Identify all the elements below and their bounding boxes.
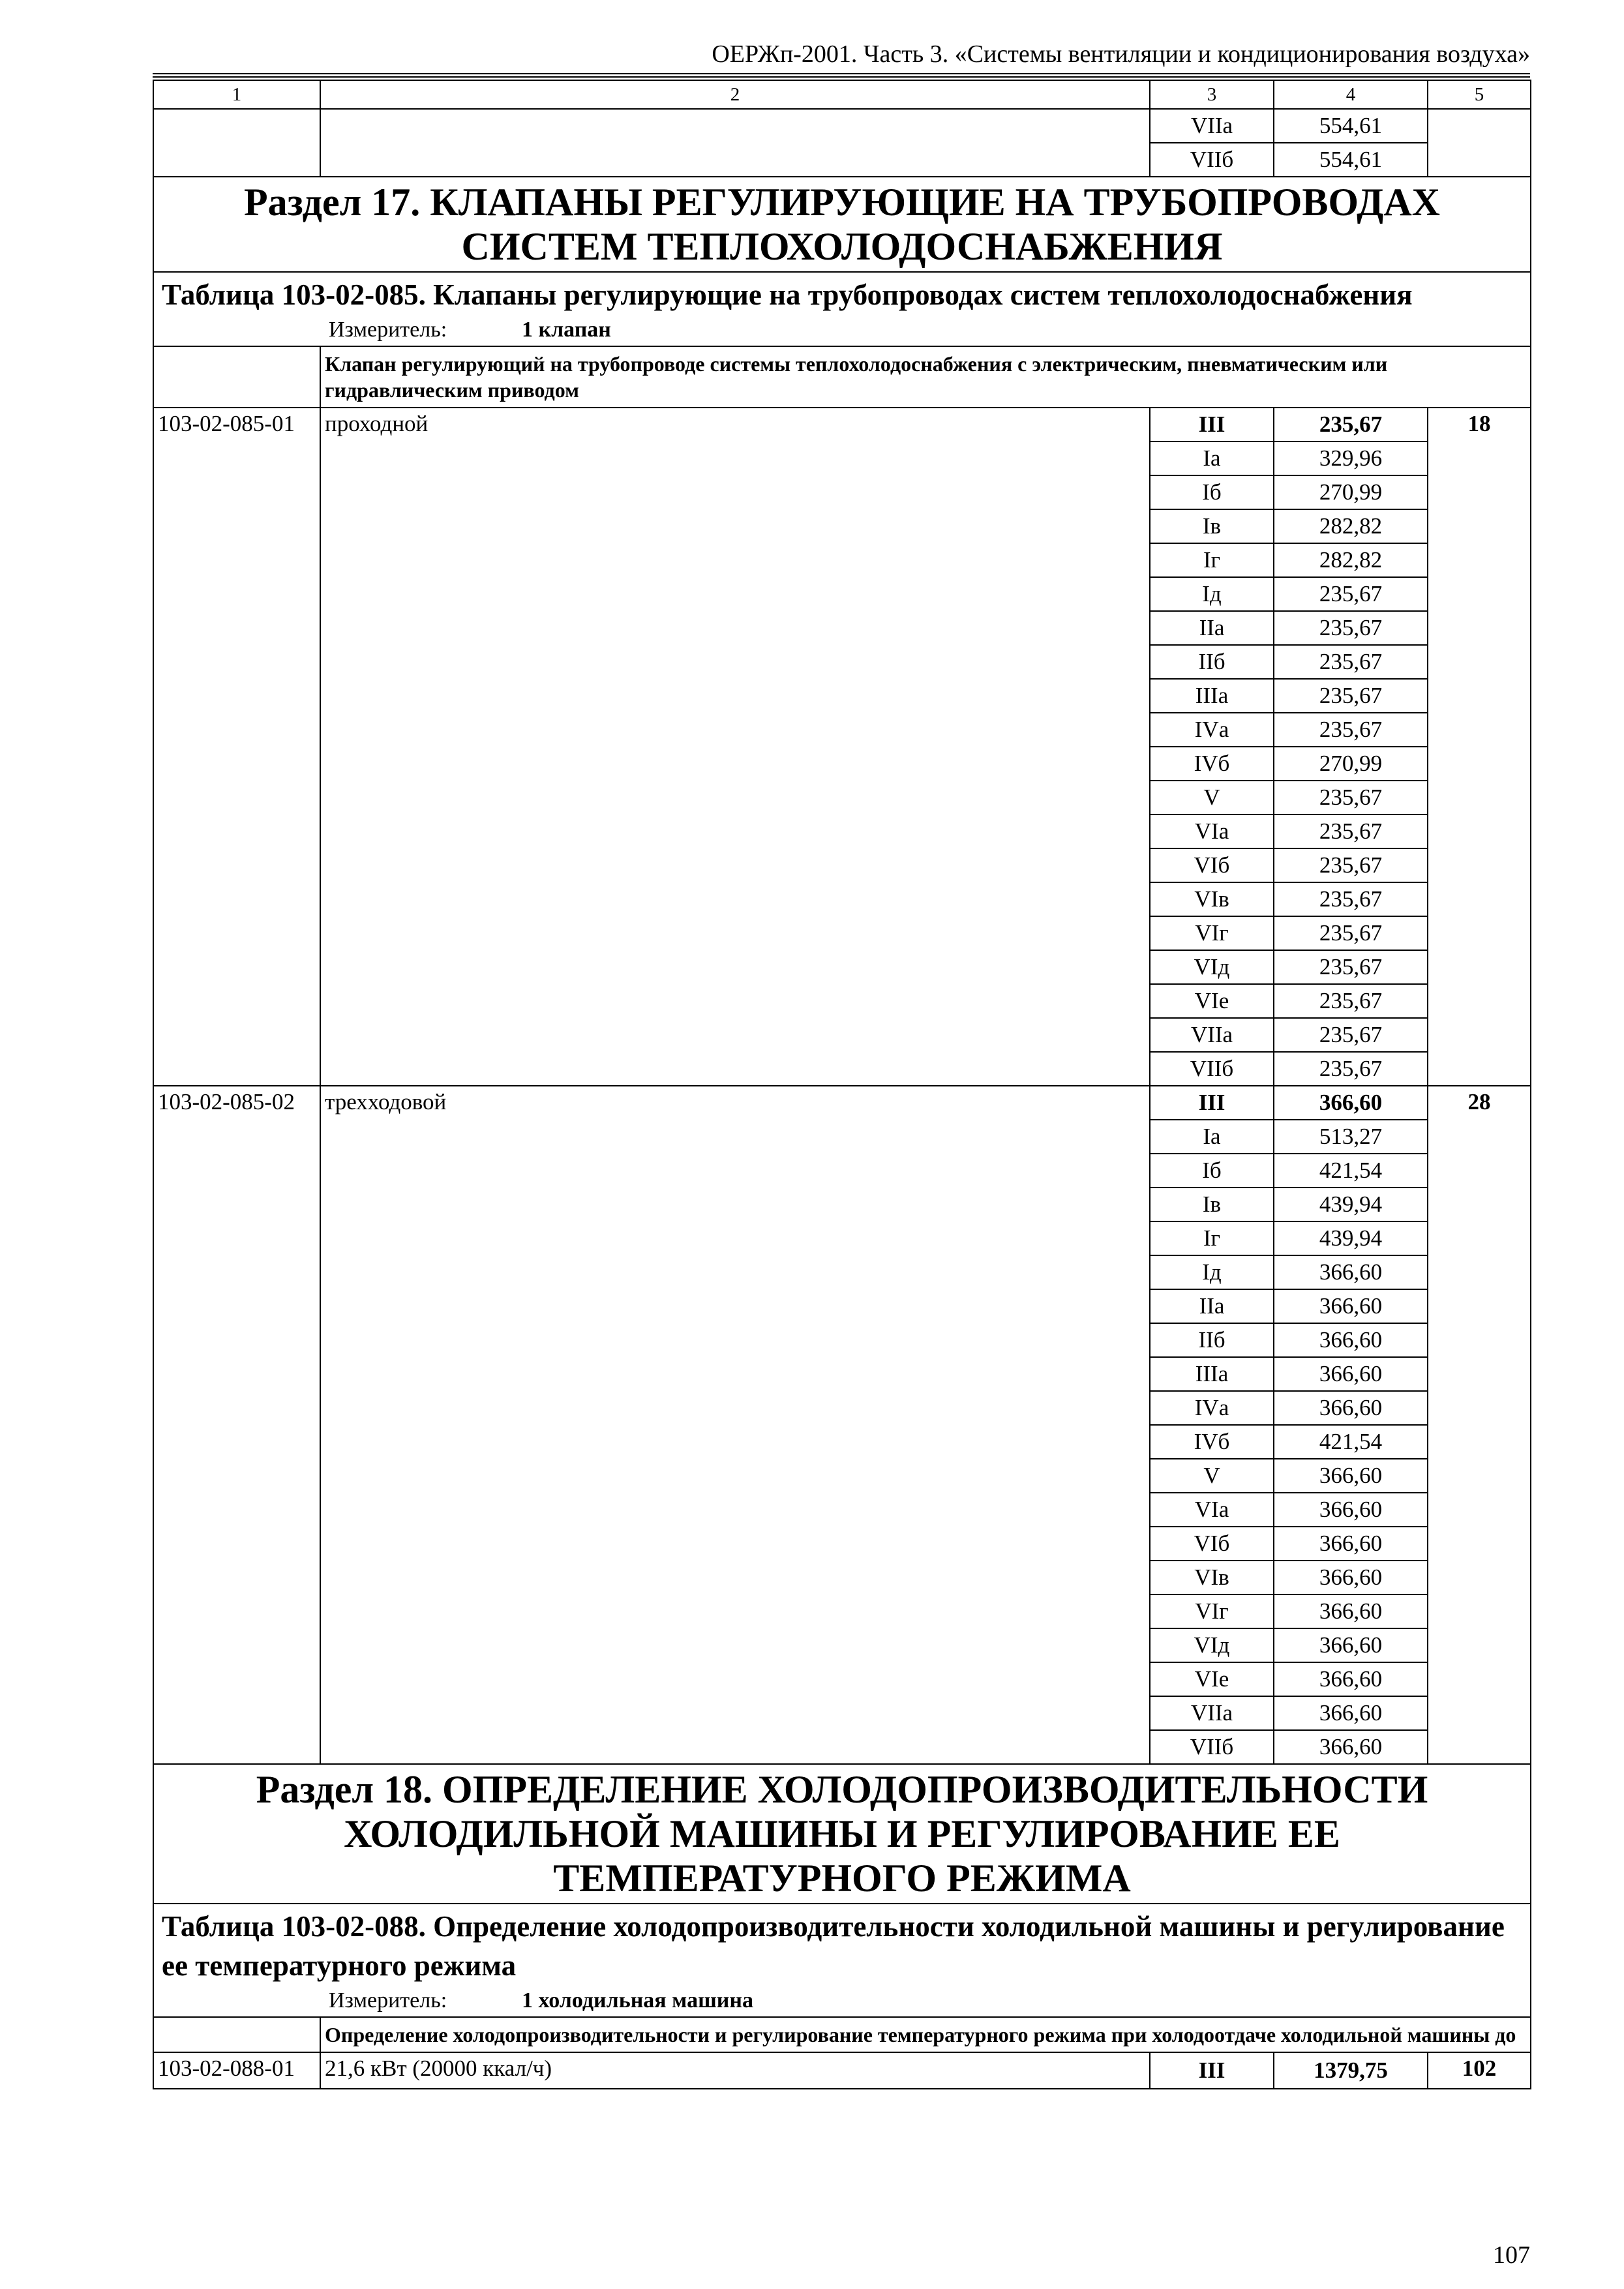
zone-cell: Iв bbox=[1150, 1188, 1274, 1221]
price-cell: 366,60 bbox=[1274, 1255, 1428, 1289]
item-code: 103-02-085-01 bbox=[153, 408, 320, 1086]
item-name: проходной bbox=[320, 408, 1150, 1086]
zone-cell: IIа bbox=[1150, 1289, 1274, 1323]
item-norm: 102 bbox=[1428, 2052, 1531, 2089]
item-row bbox=[153, 1086, 1531, 1120]
zone-cell: VIа bbox=[1150, 815, 1274, 848]
zone-cell: IVа bbox=[1150, 713, 1274, 747]
table-heading bbox=[153, 1904, 1531, 2017]
unit-line bbox=[162, 314, 1522, 346]
section-heading-row bbox=[153, 177, 1531, 272]
zone-cell: IVб bbox=[1150, 1425, 1274, 1459]
price-cell: 235,67 bbox=[1274, 1018, 1428, 1052]
price-cell: 235,67 bbox=[1274, 815, 1428, 848]
zone-cell: IIIа bbox=[1150, 679, 1274, 713]
zone-cell: Iд bbox=[1150, 577, 1274, 611]
price-cell: 366,60 bbox=[1274, 1594, 1428, 1628]
zone-cell: VIв bbox=[1150, 1561, 1274, 1594]
section-heading-row bbox=[153, 1764, 1531, 1904]
zone-cell: III bbox=[1150, 408, 1274, 441]
item-code: 103-02-085-02 bbox=[153, 1086, 320, 1764]
carryover-row bbox=[153, 109, 1531, 143]
zone-cell: V bbox=[1150, 1459, 1274, 1493]
item-code: 103-02-088-01 bbox=[153, 2052, 320, 2089]
price-cell: 421,54 bbox=[1274, 1154, 1428, 1188]
price-cell: 282,82 bbox=[1274, 509, 1428, 543]
zone-cell: IIа bbox=[1150, 611, 1274, 645]
group-description-row bbox=[153, 346, 1531, 408]
zone-cell: Iб bbox=[1150, 475, 1274, 509]
zone-cell: Iа bbox=[1150, 1120, 1274, 1154]
item-name: трехходовой bbox=[320, 1086, 1150, 1764]
zone-cell: IVб bbox=[1150, 747, 1274, 781]
price-cell: 235,67 bbox=[1274, 916, 1428, 950]
header-rule bbox=[153, 73, 1530, 74]
price-cell: 421,54 bbox=[1274, 1425, 1428, 1459]
section-title: Раздел 17. КЛАПАНЫ РЕГУЛИРУЮЩИЕ НА ТРУБОПРОВОДАХ СИСТЕМ ТЕПЛОХОЛОДОСНАБЖЕНИЯ bbox=[153, 177, 1531, 272]
zone-cell: III bbox=[1150, 2052, 1274, 2089]
column-number-row bbox=[153, 80, 1531, 109]
group-description: Клапан регулирующий на трубопроводе системы теплохолодоснабжения с электрическим, пневматическим или гидравлическим приводом bbox=[320, 346, 1531, 408]
unit-value: 1 клапан bbox=[522, 318, 611, 342]
group-description-row bbox=[153, 2017, 1531, 2052]
unit-value: 1 холодильная машина bbox=[522, 1988, 753, 2012]
unit-line bbox=[162, 1985, 1522, 2016]
zone-cell: VIе bbox=[1150, 984, 1274, 1018]
table-heading bbox=[153, 272, 1531, 346]
zone-cell: VIIа bbox=[1150, 109, 1274, 143]
price-cell: 366,60 bbox=[1274, 1493, 1428, 1527]
zone-cell: Iв bbox=[1150, 509, 1274, 543]
zone-cell: III bbox=[1150, 1086, 1274, 1120]
price-cell: 235,67 bbox=[1274, 713, 1428, 747]
zone-cell: VIв bbox=[1150, 882, 1274, 916]
zone-cell: IIб bbox=[1150, 1323, 1274, 1357]
section-title: Раздел 18. ОПРЕДЕЛЕНИЕ ХОЛОДОПРОИЗВОДИТЕЛЬНОСТИ ХОЛОДИЛЬНОЙ МАШИНЫ И РЕГУЛИРОВАНИЕ ЕЕ ТЕМПЕРАТУРНОГО РЕЖИМА bbox=[153, 1764, 1531, 1904]
zone-cell: V bbox=[1150, 781, 1274, 815]
price-cell: 366,60 bbox=[1274, 1289, 1428, 1323]
item-row bbox=[153, 408, 1531, 441]
price-cell: 366,60 bbox=[1274, 1662, 1428, 1696]
price-cell: 366,60 bbox=[1274, 1391, 1428, 1425]
zone-cell: Iд bbox=[1150, 1255, 1274, 1289]
zone-cell: VIг bbox=[1150, 916, 1274, 950]
zone-cell: Iг bbox=[1150, 543, 1274, 577]
name-cell bbox=[320, 109, 1150, 177]
zone-cell: VIб bbox=[1150, 848, 1274, 882]
price-table bbox=[153, 80, 1531, 2089]
price-cell: 282,82 bbox=[1274, 543, 1428, 577]
group-description: Определение холодопроизводительности и регулирование температурного режима при холодоотдаче холодильной машины до bbox=[320, 2017, 1531, 2052]
price-cell: 235,67 bbox=[1274, 645, 1428, 679]
zone-cell: VIIа bbox=[1150, 1018, 1274, 1052]
item-name: 21,6 кВт (20000 ккал/ч) bbox=[320, 2052, 1150, 2089]
price-cell: 235,67 bbox=[1274, 577, 1428, 611]
price-cell: 270,99 bbox=[1274, 475, 1428, 509]
zone-cell: Iб bbox=[1150, 1154, 1274, 1188]
zone-cell: VIIб bbox=[1150, 143, 1274, 177]
code-cell bbox=[153, 2017, 320, 2052]
zone-cell: IVа bbox=[1150, 1391, 1274, 1425]
price-cell: 270,99 bbox=[1274, 747, 1428, 781]
price-cell: 366,60 bbox=[1274, 1696, 1428, 1730]
column-number: 1 bbox=[153, 80, 320, 109]
code-cell bbox=[153, 109, 320, 177]
item-row bbox=[153, 2052, 1531, 2089]
price-cell: 366,60 bbox=[1274, 1628, 1428, 1662]
unit-label: Измеритель: bbox=[329, 1988, 447, 2012]
price-cell: 366,60 bbox=[1274, 1561, 1428, 1594]
price-cell: 235,67 bbox=[1274, 408, 1428, 441]
table-title: Таблица 103-02-088. Определение холодопроизводительности холодильной машины и регулирование ее температурного режима bbox=[162, 1910, 1505, 1982]
price-cell: 554,61 bbox=[1274, 143, 1428, 177]
zone-cell: VIIб bbox=[1150, 1730, 1274, 1764]
running-header: ОЕРЖп-2001. Часть 3. «Системы вентиляции и кондиционирования воздуха» bbox=[712, 40, 1530, 68]
price-cell: 235,67 bbox=[1274, 882, 1428, 916]
item-norm: 28 bbox=[1428, 1086, 1531, 1764]
price-cell: 235,67 bbox=[1274, 1052, 1428, 1086]
zone-cell: VIIа bbox=[1150, 1696, 1274, 1730]
price-cell: 235,67 bbox=[1274, 984, 1428, 1018]
price-cell: 235,67 bbox=[1274, 848, 1428, 882]
table-heading-row bbox=[153, 1904, 1531, 2017]
zone-cell: IIIа bbox=[1150, 1357, 1274, 1391]
zone-cell: VIг bbox=[1150, 1594, 1274, 1628]
page-number: 107 bbox=[1493, 2241, 1530, 2269]
zone-cell: VIIб bbox=[1150, 1052, 1274, 1086]
price-cell: 366,60 bbox=[1274, 1086, 1428, 1120]
column-number: 4 bbox=[1274, 80, 1428, 109]
code-cell bbox=[153, 346, 320, 408]
zone-cell: IIб bbox=[1150, 645, 1274, 679]
price-cell: 235,67 bbox=[1274, 611, 1428, 645]
zone-cell: VIа bbox=[1150, 1493, 1274, 1527]
table-heading-row bbox=[153, 272, 1531, 346]
price-cell: 366,60 bbox=[1274, 1527, 1428, 1561]
price-cell: 366,60 bbox=[1274, 1459, 1428, 1493]
zone-cell: VIб bbox=[1150, 1527, 1274, 1561]
price-cell: 329,96 bbox=[1274, 441, 1428, 475]
zone-cell: VIе bbox=[1150, 1662, 1274, 1696]
price-cell: 366,60 bbox=[1274, 1357, 1428, 1391]
price-cell: 366,60 bbox=[1274, 1323, 1428, 1357]
item-norm: 18 bbox=[1428, 408, 1531, 1086]
price-cell: 235,67 bbox=[1274, 950, 1428, 984]
table-title: Таблица 103-02-085. Клапаны регулирующие на трубопроводах систем теплохолодоснабжения bbox=[162, 278, 1413, 311]
price-cell: 366,60 bbox=[1274, 1730, 1428, 1764]
price-cell: 439,94 bbox=[1274, 1221, 1428, 1255]
price-cell: 513,27 bbox=[1274, 1120, 1428, 1154]
zone-cell: VIд bbox=[1150, 950, 1274, 984]
price-cell: 554,61 bbox=[1274, 109, 1428, 143]
zone-cell: VIд bbox=[1150, 1628, 1274, 1662]
price-cell: 439,94 bbox=[1274, 1188, 1428, 1221]
zone-cell: Iа bbox=[1150, 441, 1274, 475]
unit-label: Измеритель: bbox=[329, 318, 447, 342]
zone-cell: Iг bbox=[1150, 1221, 1274, 1255]
price-cell: 1379,75 bbox=[1274, 2052, 1428, 2089]
column-number: 5 bbox=[1428, 80, 1531, 109]
column-number: 3 bbox=[1150, 80, 1274, 109]
header-rule bbox=[153, 76, 1530, 78]
price-cell: 235,67 bbox=[1274, 781, 1428, 815]
column-number: 2 bbox=[320, 80, 1150, 109]
norm-cell bbox=[1428, 109, 1531, 177]
price-cell: 235,67 bbox=[1274, 679, 1428, 713]
price-table-body bbox=[153, 80, 1531, 2089]
